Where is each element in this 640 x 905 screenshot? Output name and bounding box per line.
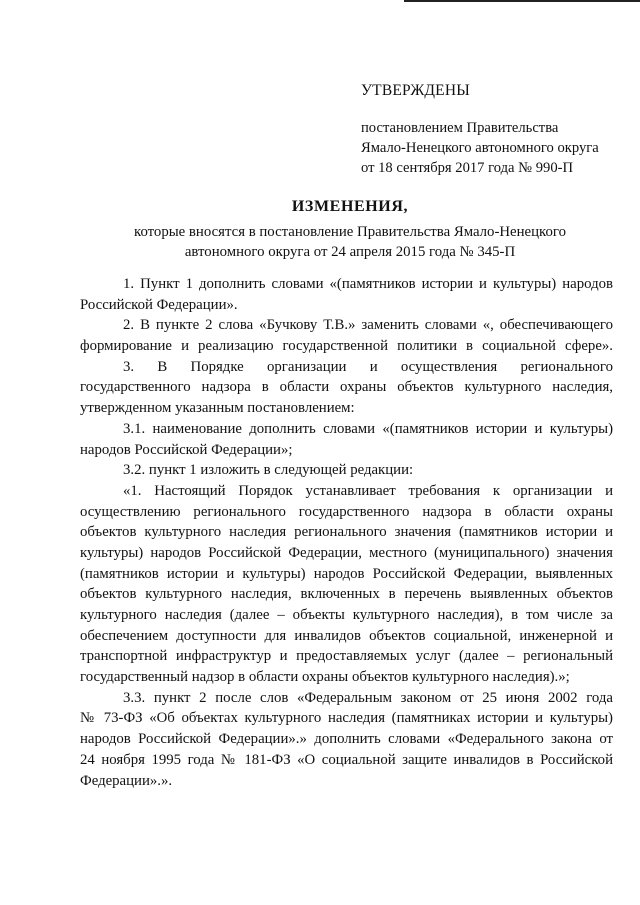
body-line-24: 24 ноября 1995 года № 181-ФЗ «О социальной защите инвалидов в Российской [80, 751, 613, 768]
body-line-23: народов Российской Федерации».» дополнить словами «Федерального закона от [80, 731, 613, 748]
document-subtitle-line-2: автономного округа от 24 апреля 2015 года № 345-П [184, 244, 516, 260]
body-line-12: осуществлению регионального государственного надзора в области охраны [80, 503, 613, 520]
body-line-8: 3.1. наименование дополнить словами «(памятников истории и культуры) [123, 420, 613, 437]
body-line-5: 3. В Порядке организации и осуществления регионального [123, 358, 613, 375]
body-line-25: Федерации».». [80, 772, 173, 789]
approval-line-3: от 18 сентября 2017 года № 990-П [361, 160, 574, 176]
body-line-9: народов Российской Федерации»; [80, 441, 293, 458]
body-line-17: культурного наследия (далее – объекты культурного наследия), в том числе за [80, 607, 613, 623]
approval-line-2: Ямало-Ненецкого автономного округа [361, 140, 599, 156]
document-title: ИЗМЕНЕНИЯ, [291, 198, 409, 215]
body-line-15: (памятников истории и культуры) народов Российской Федерации, выявленных [80, 565, 613, 582]
body-line-22: № 73-ФЗ «Об объектах культурного наследия (памятниках истории и культуры) [80, 710, 613, 727]
body-line-7: утвержденном указанным постановлением: [80, 400, 355, 417]
document-subtitle-line-1: которые вносятся в постановление Правительства Ямало-Ненецкого [134, 224, 566, 240]
body-line-18: обеспечением доступности для инвалидов объектов социальной, инженерной и [80, 627, 613, 644]
body-line-20: государственный надзор в области охраны объектов культурного наследия).»; [80, 669, 570, 686]
approval-line-1: постановлением Правительства [361, 120, 559, 136]
body-line-11: «1. Настоящий Порядок устанавливает требования к организации и [123, 482, 613, 499]
body-line-19: транспортной инфраструктур и предоставляемых услуг (далее – региональный [80, 648, 613, 665]
body-line-1: 1. Пункт 1 дополнить словами «(памятников истории и культуры) народов [123, 276, 613, 292]
body-line-21: 3.3. пункт 2 после слов «Федеральным законом от 25 июня 2002 года [123, 689, 613, 706]
body-line-2: Российской Федерации». [80, 296, 238, 313]
document-body [80, 274, 613, 791]
body-line-16: объектов культурного наследия, включенных в перечень выявленных объектов [80, 586, 613, 603]
body-line-3: 2. В пункте 2 слова «Бучкову Т.В.» заменить словами «, обеспечивающего [123, 317, 613, 334]
body-line-4: формирование и реализацию государственной политики в социальной сфере». [80, 338, 613, 355]
body-line-14: культуры) народов Российской Федерации, местного (муниципального) значения [80, 544, 613, 561]
approval-title: УТВЕРЖДЕНЫ [361, 82, 470, 99]
body-line-13: объектов культурного наследия регионального значения (памятников истории и [80, 524, 613, 541]
scan-edge-mark [404, 0, 640, 2]
body-line-6: государственного надзора в области охраны объектов культурного наследия, [80, 379, 613, 396]
body-line-10: 3.2. пункт 1 изложить в следующей редакции: [123, 462, 414, 479]
